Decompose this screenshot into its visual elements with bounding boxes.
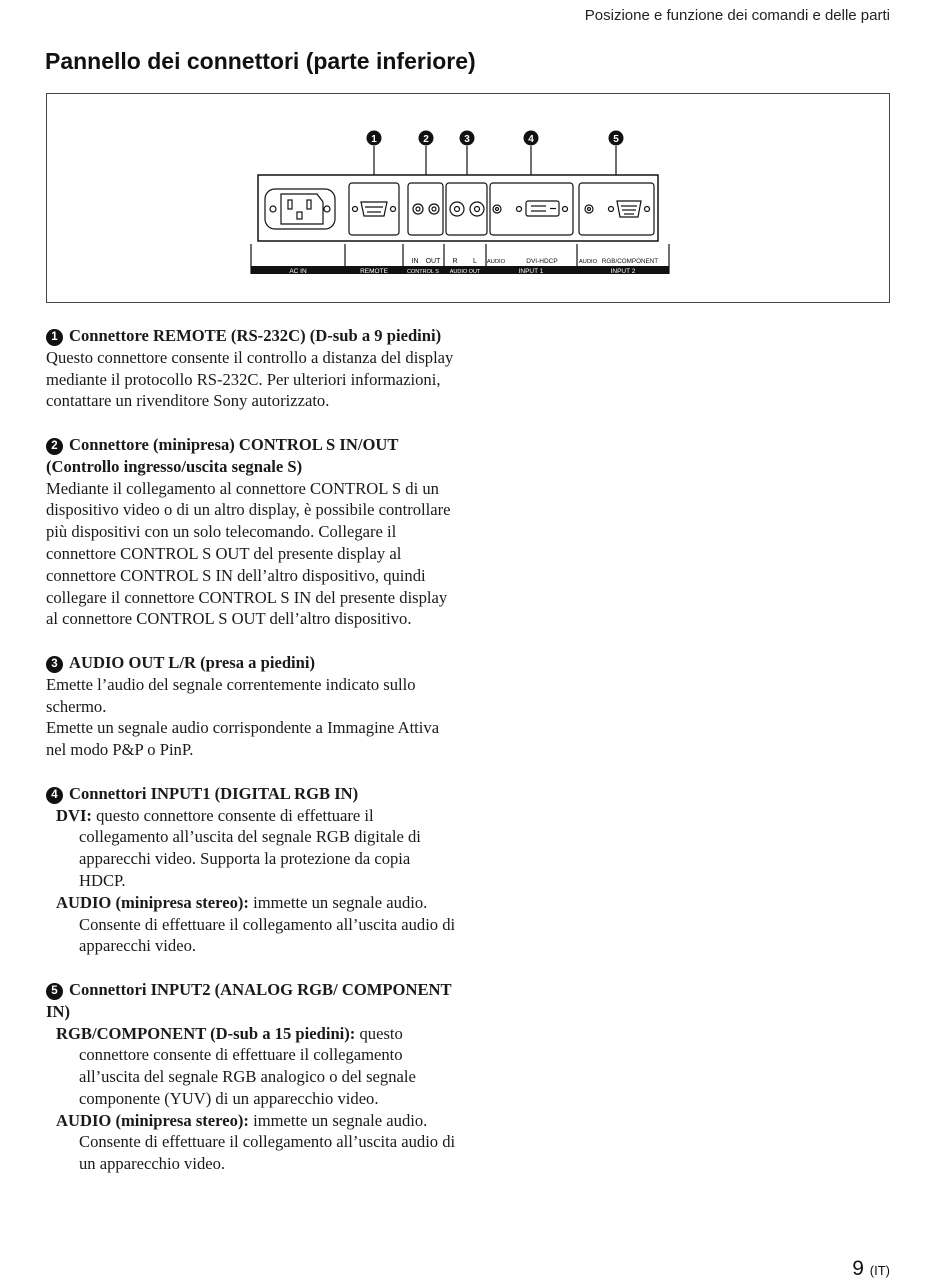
- definition-term: AUDIO (minipresa stereo):: [56, 1110, 249, 1130]
- callout-2: [419, 131, 434, 146]
- connector-panel-diagram: [47, 94, 891, 304]
- label-control-s: CONTROL S: [407, 269, 439, 275]
- callout-1: [367, 131, 382, 146]
- label-remote: REMOTE: [360, 268, 388, 275]
- section-heading-text: Connettori INPUT2 (ANALOG RGB/ COMPONENT IN): [46, 979, 452, 1021]
- section-marker: 1: [46, 329, 63, 346]
- label-dvi-hdcp: DVI-HDCP: [526, 258, 558, 265]
- callout-1-number: 1: [371, 134, 377, 145]
- section-marker: 2: [46, 438, 63, 455]
- definition-item: [46, 1023, 456, 1110]
- running-head: Posizione e funzione dei comandi e delle parti: [584, 7, 890, 24]
- section-heading: [46, 783, 456, 805]
- label-control-s-out: OUT: [425, 258, 441, 265]
- page-number-lang: (IT): [869, 1263, 890, 1278]
- section-heading: [46, 979, 456, 1023]
- section-heading: [46, 652, 456, 674]
- section-paragraph: Questo connettore consente il controllo a distanza del display mediante il protocollo RS-232C. Per ulteriori informazioni, contattare un rivenditore Sony autorizzato.: [46, 347, 454, 411]
- callout-4-number: 4: [528, 134, 534, 145]
- label-audio-out: AUDIO OUT: [449, 269, 481, 275]
- section-paragraph: Emette un segnale audio corrispondente a Immagine Attiva nel modo P&P o PinP.: [46, 718, 440, 760]
- definition-term: AUDIO (minipresa stereo):: [56, 892, 249, 912]
- label-ac-in: AC IN: [289, 268, 307, 275]
- section-paragraph: Mediante il collegamento al connettore CONTROL S di un dispositivo video o di un altro display, è possibile controllare più dispositivi con un solo telecomando. Collegare il connettore CONTROL S OUT del presente display al connettore CONTROL S IN dell’altro dispositivo, quindi collegare il connettore CONTROL S IN del presente display al connettore CONTROL S OUT dell’altro dispositivo.: [46, 478, 451, 629]
- page-number-value: 9: [852, 1257, 864, 1280]
- page-title: Pannello dei connettori (parte inferiore): [45, 48, 476, 74]
- definition-text: questo connettore consente di effettuare il collegamento all’uscita del segnale RGB analogico o del segnale componente (YUV) di un apparecchio video.: [79, 1023, 416, 1108]
- definition-item: [46, 805, 456, 892]
- section-marker: 4: [46, 787, 63, 804]
- label-input1-audio: AUDIO: [486, 259, 506, 265]
- definition-text: immette un segnale audio. Consente di effettuare il collegamento all’uscita audio di apparecchi video.: [79, 892, 456, 956]
- callout-3-number: 3: [464, 134, 470, 145]
- connector-panel-figure: [46, 93, 890, 303]
- section-heading: [46, 434, 456, 478]
- callout-3: [460, 131, 475, 146]
- label-audio-out-l: L: [473, 258, 477, 265]
- section-marker: 3: [46, 656, 63, 673]
- panel-outline: [258, 175, 658, 241]
- section-heading-text: Connettore (minipresa) CONTROL S IN/OUT (Controllo ingresso/uscita segnale S): [46, 434, 399, 476]
- label-control-s-in: IN: [411, 258, 419, 265]
- section-heading-text: AUDIO OUT L/R (presa a piedini): [69, 652, 316, 672]
- section-heading-text: Connettore REMOTE (RS-232C) (D-sub a 9 piedini): [69, 326, 442, 345]
- section-heading-text: Connettori INPUT1 (DIGITAL RGB IN): [69, 783, 359, 803]
- label-input2: INPUT 2: [610, 268, 636, 275]
- callout-5: [609, 131, 624, 146]
- callout-4: [524, 131, 539, 146]
- label-input2-audio: AUDIO: [578, 259, 598, 265]
- section-input2: [46, 979, 456, 1175]
- definition-item: [46, 892, 456, 957]
- definition-term: RGB/COMPONENT (D-sub a 15 piedini):: [56, 1023, 356, 1043]
- definition-item: [46, 1110, 456, 1175]
- label-input1: INPUT 1: [518, 268, 544, 275]
- section-input1: [46, 783, 456, 957]
- body-text: [46, 325, 456, 1197]
- definition-text: immette un segnale audio. Consente di effettuare il collegamento all’uscita audio di un apparecchio video.: [79, 1110, 456, 1174]
- definition-text: questo connettore consente di effettuare il collegamento all’uscita del segnale RGB digitale di apparecchi video. Supporta la protezione da copia HDCP.: [79, 805, 421, 890]
- section-marker: 5: [46, 983, 63, 1000]
- section-remote: [46, 325, 456, 412]
- section-paragraph: Emette l’audio del segnale correntemente indicato sullo schermo.: [46, 674, 416, 716]
- label-audio-out-r: R: [452, 258, 458, 265]
- section-audio-out: [46, 652, 456, 761]
- page-number: [852, 1257, 890, 1281]
- label-rgb-component: RGB/COMPONENT: [601, 258, 659, 265]
- callout-5-number: 5: [613, 134, 619, 145]
- section-control-s: [46, 434, 456, 630]
- definition-term: DVI:: [56, 805, 92, 825]
- section-heading: [46, 325, 456, 347]
- callout-2-number: 2: [423, 134, 429, 145]
